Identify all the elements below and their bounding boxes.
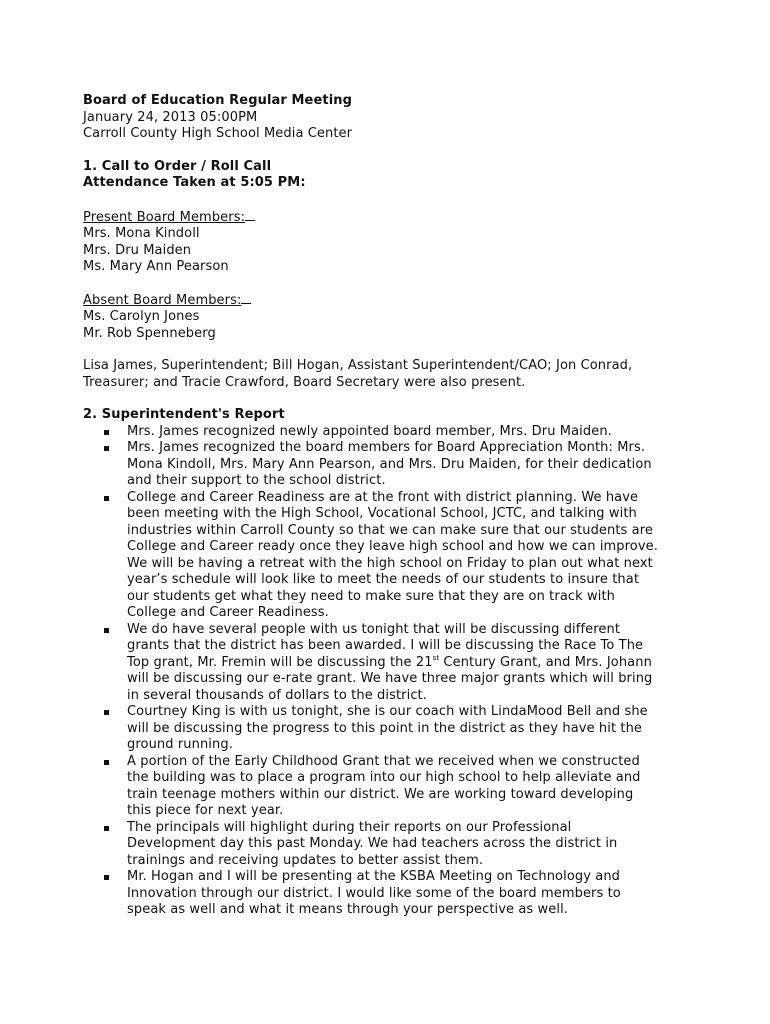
present-member: Ms. Mary Ann Pearson xyxy=(83,259,229,274)
list-item: Mrs. James recognized newly appointed board member, Mrs. Dru Maiden. xyxy=(127,424,693,441)
list-item: Courtney King is with us tonight, she is our coach with LindaMood Bell and she will be discussing the progress to this point in the district as they have hit the ground running. xyxy=(127,704,693,754)
present-members-label: Present Board Members: xyxy=(83,208,693,227)
text-line: Lisa James, Superintendent; Bill Hogan, Assistant Superintendent/CAO; Jon Conrad, xyxy=(83,358,633,373)
section1-heading: 1. Call to Order / Roll Call xyxy=(83,158,272,174)
meeting-location: Carroll County High School Media Center xyxy=(83,126,353,141)
text-line: Treasurer; and Tracie Crawford, Board Secretary were also present. xyxy=(83,374,526,390)
list-item: Mr. Hogan and I will be presenting at the KSBA Meeting on Technology and Innovation through our district. I would like some of the board members to speak as well and what it means through your perspective as well. xyxy=(127,869,693,919)
list-item: College and Career Readiness are at the front with district planning. We have been meeting with the High School, Vocational School, JCTC, and talking with industries within Carroll County so that we can make sure that our students are College and Career ready once they leave high school and how we can improve. We will be having a retreat with the high school on Friday to plan out what next year’s schedule will look like to meet the needs of our students to insure that our students get what they need to make sure that they are on track with College and Career Readiness. xyxy=(127,490,693,622)
present-member: Mrs. Mona Kindoll xyxy=(83,226,200,241)
absent-member: Ms. Carolyn Jones xyxy=(83,309,200,324)
absent-members-label: Absent Board Members: xyxy=(83,291,693,310)
list-item: The principals will highlight during their reports on our Professional Development day this past Monday. We had teachers across the district in trainings and receiving updates to better assist them. xyxy=(127,820,693,870)
also-present-paragraph xyxy=(83,358,693,391)
meeting-datetime: January 24, 2013 05:00PM xyxy=(83,109,258,125)
superintendent-report-list xyxy=(83,424,693,919)
meeting-minutes-page xyxy=(83,93,693,919)
superscript: st xyxy=(432,653,440,662)
present-member: Mrs. Dru Maiden xyxy=(83,242,192,258)
list-item: Mrs. James recognized the board members for Board Appreciation Month: Mrs. Mona Kindoll, Mrs. Mary Ann Pearson, and Mrs. Dru Maiden, for their dedication and their support to the school district. xyxy=(127,440,693,490)
absent-member: Mr. Rob Spenneberg xyxy=(83,325,216,341)
list-item: A portion of the Early Childhood Grant that we received when we constructed the building was to place a program into our high school to help alleviate and train teenage mothers within our district. We are working toward developing this piece for next year. xyxy=(127,754,693,820)
section2-heading: 2. Superintendent's Report xyxy=(83,407,285,422)
meeting-title: Board of Education Regular Meeting xyxy=(83,93,353,108)
attendance-heading: Attendance Taken at 5:05 PM: xyxy=(83,175,306,190)
list-item: We do have several people with us tonight that will be discussing different grants that the district has been awarded. I will be discussing the Race To The Top grant, Mr. Fremin will be discussing the 21st Century Grant, and Mrs. Johann will be discussing our e-rate grant. We have three major grants which will bring in several thousands of dollars to the district. xyxy=(127,622,693,705)
